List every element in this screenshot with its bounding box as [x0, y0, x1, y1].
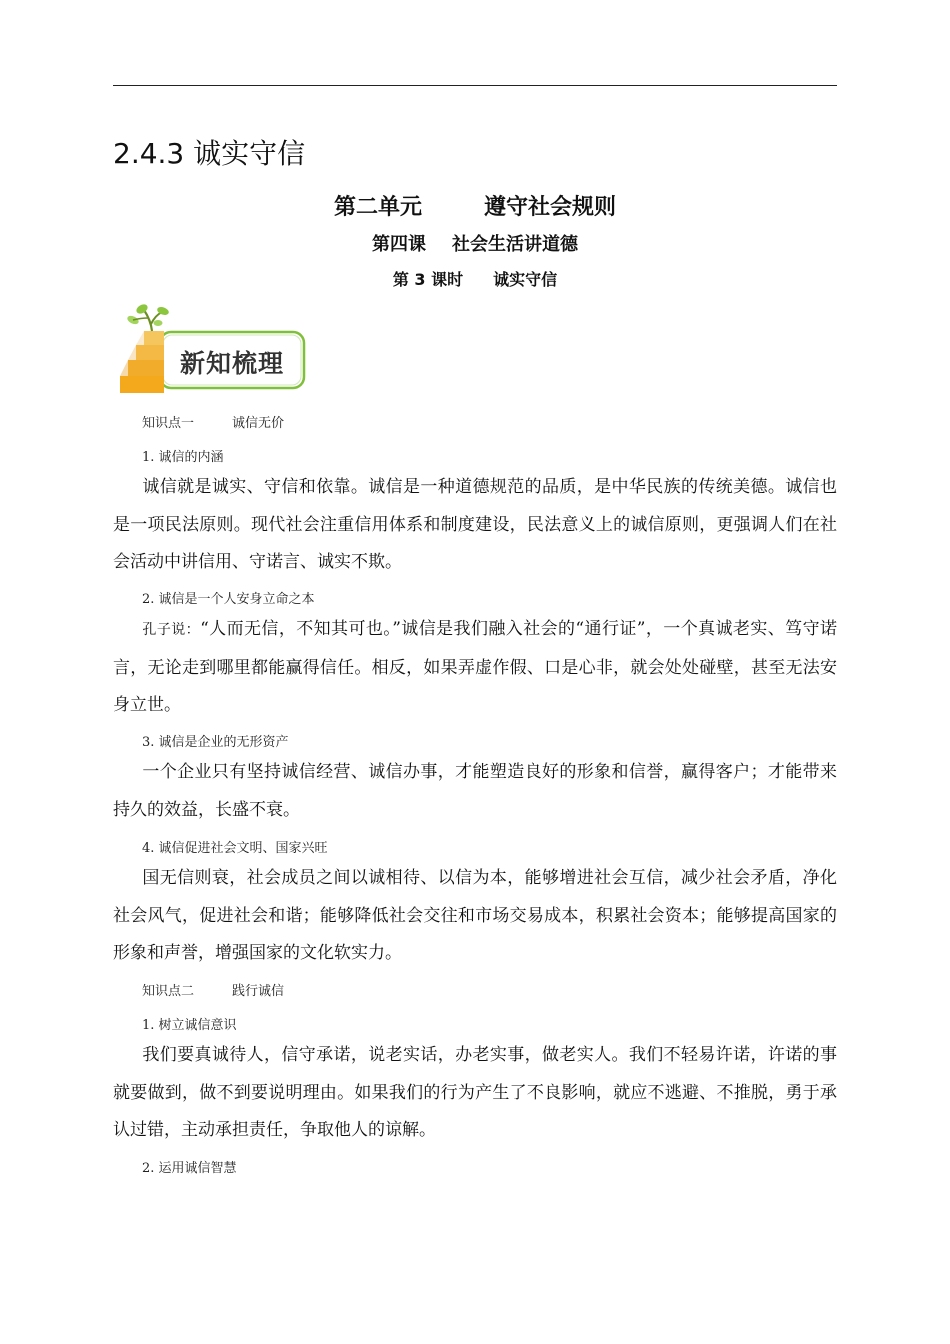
kp1-item4-body: 国无信则衰，社会成员之间以诚相待、以信为本，能够增进社会互信，减少社会矛盾，净化社会风气，促进社会和谐；能够降低社会交往和市场交易成本，积累社会资本；能够提高国家的形象和声誉，增强国家的文化软实力。: [113, 868, 837, 963]
kp1-item1-text: [113, 469, 837, 582]
kp1-item2-lead: 孔子说：: [142, 622, 201, 638]
kp2-item1-text: [113, 1037, 837, 1150]
unit-heading: [0, 190, 950, 221]
kp1-item2-body: “人而无信，不知其可也。”诚信是我们融入社会的“通行证”，一个真诚老实、笃守诺言，无论走到哪里都能赢得信任。相反，如果弄虚作假、口是心非，就会处处碰壁，甚至无法安身立世。: [113, 619, 837, 715]
document-title: 2.4.3 诚实守信: [113, 137, 306, 170]
kp2-label: 知识点二: [142, 984, 195, 999]
kp2-item2-heading: 2. 运用诚信智慧: [142, 1161, 237, 1176]
kp1-item3-heading: 3. 诚信是企业的无形资产: [142, 735, 289, 750]
kp1-item1-body: 诚信就是诚实、守信和依靠。诚信是一种道德规范的品质，是中华民族的传统美德。诚信也是一项民法原则。现代社会注重信用体系和制度建设，民法意义上的诚信原则，更强调人们在社会活动中讲信用、守诺言、诚实不欺。: [113, 477, 837, 572]
kp1-label: 知识点一: [142, 416, 195, 431]
kp1-item4-heading: 4. 诚信促进社会文明、国家兴旺: [142, 841, 328, 856]
kp1-item3-body: 一个企业只有坚持诚信经营、诚信办事，才能塑造良好的形象和信誉，赢得客户；才能带来持久的效益，长盛不衰。: [113, 762, 837, 820]
kp1-item2-text: [113, 611, 837, 725]
badge-title: 新知梳理: [180, 349, 285, 378]
kp1-item2-heading: 2. 诚信是一个人安身立命之本: [142, 592, 315, 607]
lesson-name: 社会生活讲道德: [452, 234, 578, 255]
period-number: 第 3 课时: [392, 270, 464, 289]
kp1-item1-heading: 1. 诚信的内涵: [142, 450, 224, 465]
kp1-item4-text: [113, 860, 837, 973]
knowledge-point-2-label: [142, 980, 284, 999]
new-knowledge-badge: [118, 302, 310, 398]
kp2-name: 践行诚信: [232, 984, 285, 999]
kp2-item1-heading: 1. 树立诚信意识: [142, 1018, 237, 1033]
kp1-name: 诚信无价: [232, 416, 285, 431]
period-name: 诚实守信: [493, 270, 558, 289]
period-heading: [0, 267, 950, 290]
header-rule: [113, 85, 837, 86]
lesson-number: 第四课: [372, 234, 426, 255]
lesson-heading: [0, 230, 950, 256]
unit-name: 遵守社会规则: [484, 195, 617, 220]
knowledge-point-1-label: [142, 412, 284, 431]
unit-number: 第二单元: [333, 195, 422, 220]
kp2-item1-body: 我们要真诚待人，信守承诺，说老实话，办老实事，做老实人。我们不轻易许诺，许诺的事就要做到，做不到要说明理由。如果我们的行为产生了不良影响，就应不逃避、不推脱，勇于承认过错，主动承担责任，争取他人的谅解。: [113, 1045, 837, 1140]
kp1-item3-text: [113, 754, 837, 829]
